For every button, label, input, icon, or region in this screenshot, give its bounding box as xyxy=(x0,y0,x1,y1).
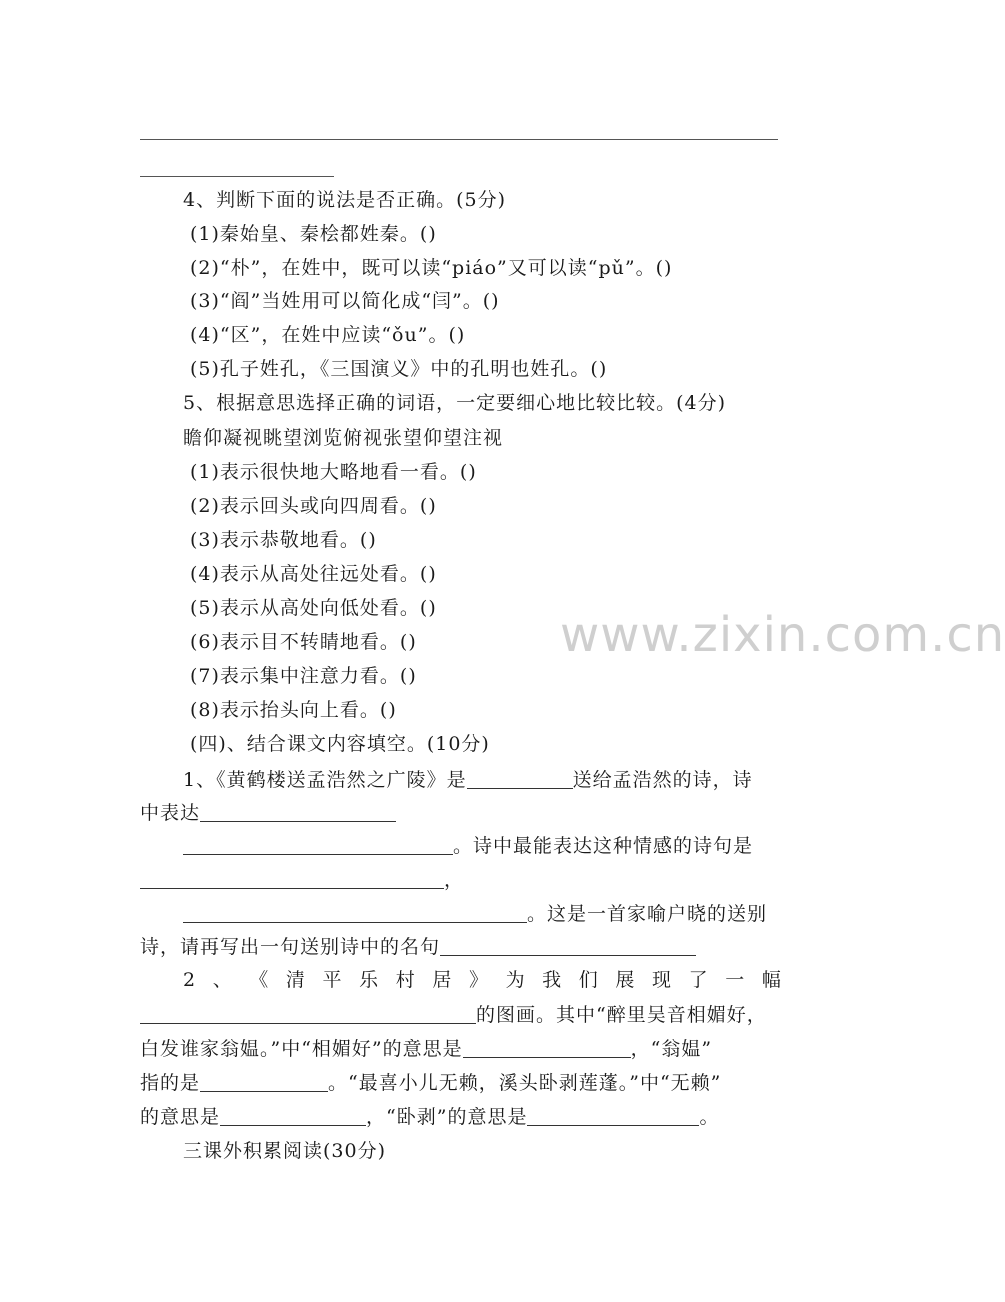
watermark: www.zixin.com.cn xyxy=(560,607,1005,663)
fill-line xyxy=(140,801,396,825)
question-4-item: (5)孔子姓孔，《三国演义》中的孔明也姓孔。() xyxy=(190,358,608,380)
answer-blank[interactable] xyxy=(467,770,573,789)
fill-line xyxy=(183,902,767,926)
justified-line xyxy=(183,968,781,992)
spread-char: 为 xyxy=(505,969,525,991)
spread-char: 、 xyxy=(212,969,232,991)
question-4-item: (3)“阎”当姓用可以简化成“闫”。() xyxy=(190,290,500,312)
answer-blank[interactable] xyxy=(140,1005,476,1024)
question-5-title: 5、根据意思选择正确的词语，一定要细心地比较比较。(4分) xyxy=(183,392,727,414)
fill-line xyxy=(140,1037,712,1061)
fill-text: 的图画。其中“醉里吴音相媚好， xyxy=(476,1004,767,1026)
fill-line xyxy=(140,1105,719,1129)
spread-char: 们 xyxy=(578,969,598,991)
question-5-item: (3)表示恭敬地看。() xyxy=(190,529,377,551)
spread-char: 村 xyxy=(395,969,415,991)
answer-blank[interactable] xyxy=(140,870,444,889)
spread-char: 幅 xyxy=(761,969,781,991)
fill-text: 。“最喜小儿无赖，溪头卧剥莲蓬。”中“无赖” xyxy=(328,1072,722,1094)
answer-blank[interactable] xyxy=(200,803,396,822)
spread-char: 展 xyxy=(615,969,635,991)
fill-text: 。 xyxy=(699,1106,720,1128)
answer-line xyxy=(140,176,334,177)
fill-text: 指的是 xyxy=(140,1072,201,1094)
question-4-item: (2)“朴”，在姓中，既可以读“piáo”又可以读“pǔ”。() xyxy=(190,257,673,279)
question-5-item: (4)表示从高处往远处看。() xyxy=(190,563,437,585)
question-4-item: (1)秦始皇、秦桧都姓秦。() xyxy=(190,223,437,245)
spread-char: 居 xyxy=(432,969,452,991)
answer-blank[interactable] xyxy=(463,1039,631,1058)
fill-text: 送给孟浩然的诗，诗 xyxy=(572,769,753,791)
fill-text: 。这是一首家喻户晓的送别 xyxy=(527,903,768,925)
question-4-title: 4、判断下面的说法是否正确。(5分) xyxy=(183,189,507,211)
fill-text: 。诗中最能表达这种情感的诗句是 xyxy=(453,835,754,857)
question-5-item: (8)表示抬头向上看。() xyxy=(190,699,397,721)
spread-char: 了 xyxy=(688,969,708,991)
question-5-word-bank: 瞻仰凝视眺望浏览俯视张望仰望注视 xyxy=(183,427,504,449)
spread-char: 》 xyxy=(468,969,488,991)
section-4-heading: (四)、结合课文内容填空。(10分) xyxy=(190,733,490,755)
fill-text: 1、《黄鹤楼送孟浩然之广陵》是 xyxy=(183,769,467,791)
fill-line xyxy=(140,1003,767,1027)
question-5-item: (1)表示很快地大略地看一看。() xyxy=(190,461,477,483)
fill-line xyxy=(183,834,753,858)
spread-char: 2 xyxy=(183,969,196,991)
spread-char: 乐 xyxy=(359,969,379,991)
question-5-item: (6)表示目不转睛地看。() xyxy=(190,631,417,653)
fill-text: ，“翁媪” xyxy=(630,1038,713,1060)
fill-line xyxy=(140,1071,721,1095)
spread-char: 现 xyxy=(652,969,672,991)
fill-text: 中表达 xyxy=(140,802,201,824)
question-5-item: (5)表示从高处向低处看。() xyxy=(190,597,437,619)
fill-text: 的意思是 xyxy=(140,1106,221,1128)
answer-blank[interactable] xyxy=(183,904,527,923)
answer-blank[interactable] xyxy=(440,937,696,956)
fill-line xyxy=(140,868,464,892)
answer-blank[interactable] xyxy=(183,836,453,855)
question-5-item: (2)表示回头或向四周看。() xyxy=(190,495,437,517)
section-3-heading: 三课外积累阅读(30分) xyxy=(183,1140,387,1162)
answer-blank[interactable] xyxy=(527,1107,699,1126)
fill-line xyxy=(183,768,753,792)
question-5-item: (7)表示集中注意力看。() xyxy=(190,665,417,687)
answer-line xyxy=(140,139,778,140)
spread-char: 《 xyxy=(249,969,269,991)
fill-text: 白发谁家翁媪。”中“相媚好”的意思是 xyxy=(140,1038,463,1060)
spread-char: 平 xyxy=(322,969,342,991)
spread-char: 一 xyxy=(725,969,745,991)
question-4-item: (4)“区”，在姓中应读“ǒu”。() xyxy=(190,324,466,346)
answer-blank[interactable] xyxy=(200,1073,328,1092)
fill-text: 诗，请再写出一句送别诗中的名句 xyxy=(140,936,441,958)
spread-char: 清 xyxy=(285,969,305,991)
fill-line xyxy=(140,935,696,959)
answer-blank[interactable] xyxy=(220,1107,366,1126)
fill-text: ，“卧剥”的意思是 xyxy=(366,1106,528,1128)
fill-text: ， xyxy=(444,869,465,891)
spread-char: 我 xyxy=(542,969,562,991)
